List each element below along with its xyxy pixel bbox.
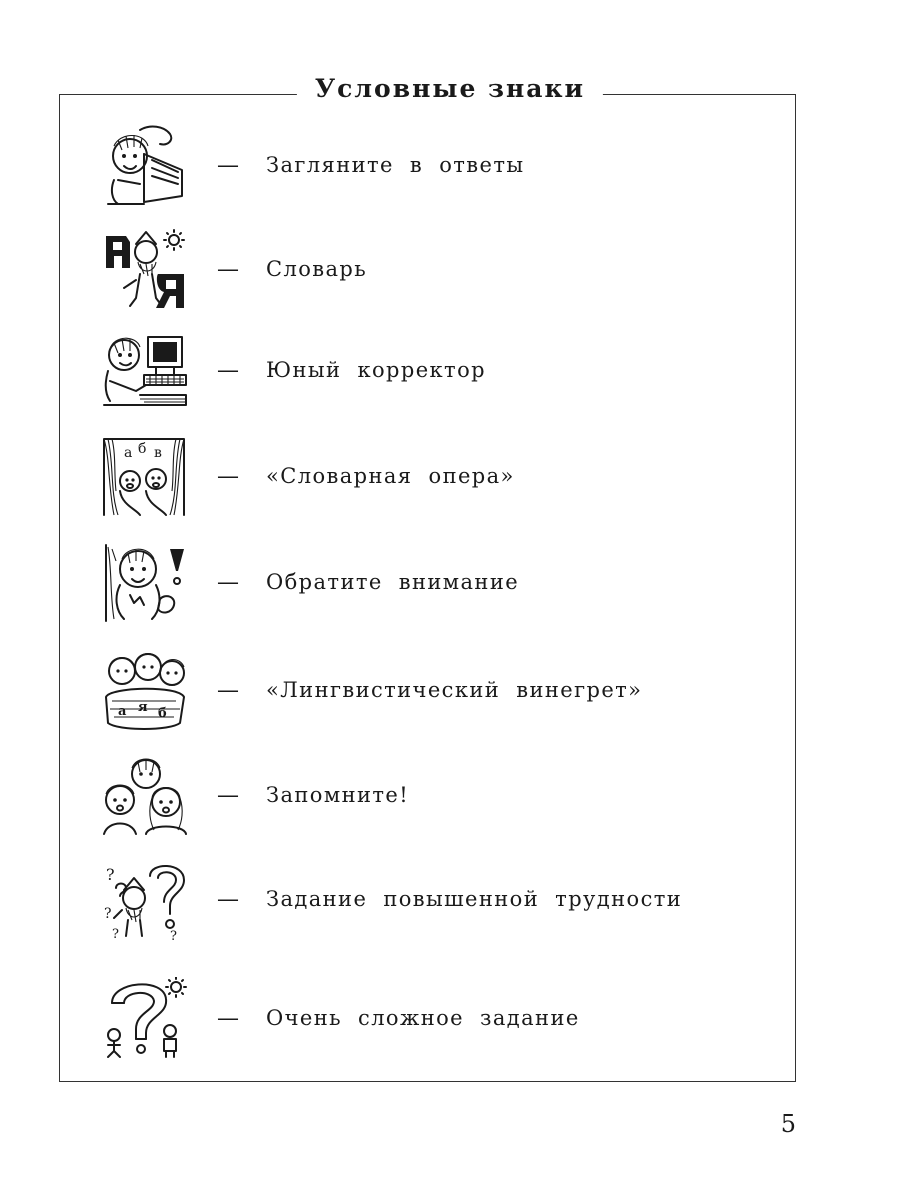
svg-text:я: я	[138, 700, 148, 715]
legend-dash: —	[217, 886, 239, 912]
legend-item	[100, 750, 409, 840]
child-at-computer-icon	[100, 329, 188, 411]
svg-text:б: б	[138, 441, 147, 457]
big-question-mark-children-icon	[100, 977, 188, 1059]
legend-item	[100, 120, 524, 210]
legend-dash: —	[217, 357, 239, 383]
legend-text: Запомните!	[266, 783, 410, 807]
svg-text:?: ?	[104, 906, 112, 922]
legend-dash: —	[217, 782, 239, 808]
boy-exclamation-icon	[100, 541, 188, 623]
legend-item	[100, 224, 367, 314]
legend-item	[100, 537, 519, 627]
legend-text: Очень сложное задание	[266, 1006, 580, 1030]
stage-curtain-letters-icon	[100, 435, 188, 517]
legend-item	[100, 431, 515, 521]
legend-dash: —	[217, 152, 239, 178]
legend-text: Загляните в ответы	[266, 153, 525, 177]
legend-dash: —	[217, 1005, 239, 1031]
svg-text:а: а	[124, 445, 133, 461]
child-reading-book-icon	[100, 124, 188, 206]
legend-item	[100, 645, 642, 735]
legend-text: Юный корректор	[266, 358, 486, 382]
legend-text: Словарь	[266, 257, 368, 281]
legend-dash: —	[217, 256, 239, 282]
svg-text:?: ?	[106, 865, 115, 884]
svg-text:в: в	[154, 445, 162, 461]
page-number: 5	[780, 1110, 796, 1138]
legend-item	[100, 973, 580, 1063]
legend-text: «Словарная опера»	[266, 464, 515, 488]
svg-text:б: б	[158, 706, 167, 721]
legend-dash: —	[217, 677, 239, 703]
legend-text: «Лингвистический винегрет»	[266, 678, 643, 702]
legend-text: Задание повышенной трудности	[266, 887, 683, 911]
legend-item	[100, 325, 486, 415]
legend-dash: —	[217, 569, 239, 595]
three-children-icon	[100, 754, 188, 836]
dictionary-gnome-letters-icon	[100, 228, 188, 310]
svg-text:?: ?	[170, 929, 177, 940]
page-title: Условные знаки	[297, 72, 603, 106]
question-marks-gnome-icon	[100, 858, 188, 940]
legend-text: Обратите внимание	[266, 570, 520, 594]
children-letter-salad-icon	[100, 649, 188, 731]
legend-dash: —	[217, 463, 239, 489]
svg-text:а: а	[118, 704, 127, 719]
svg-text:?: ?	[112, 927, 119, 940]
legend-item	[100, 854, 682, 944]
